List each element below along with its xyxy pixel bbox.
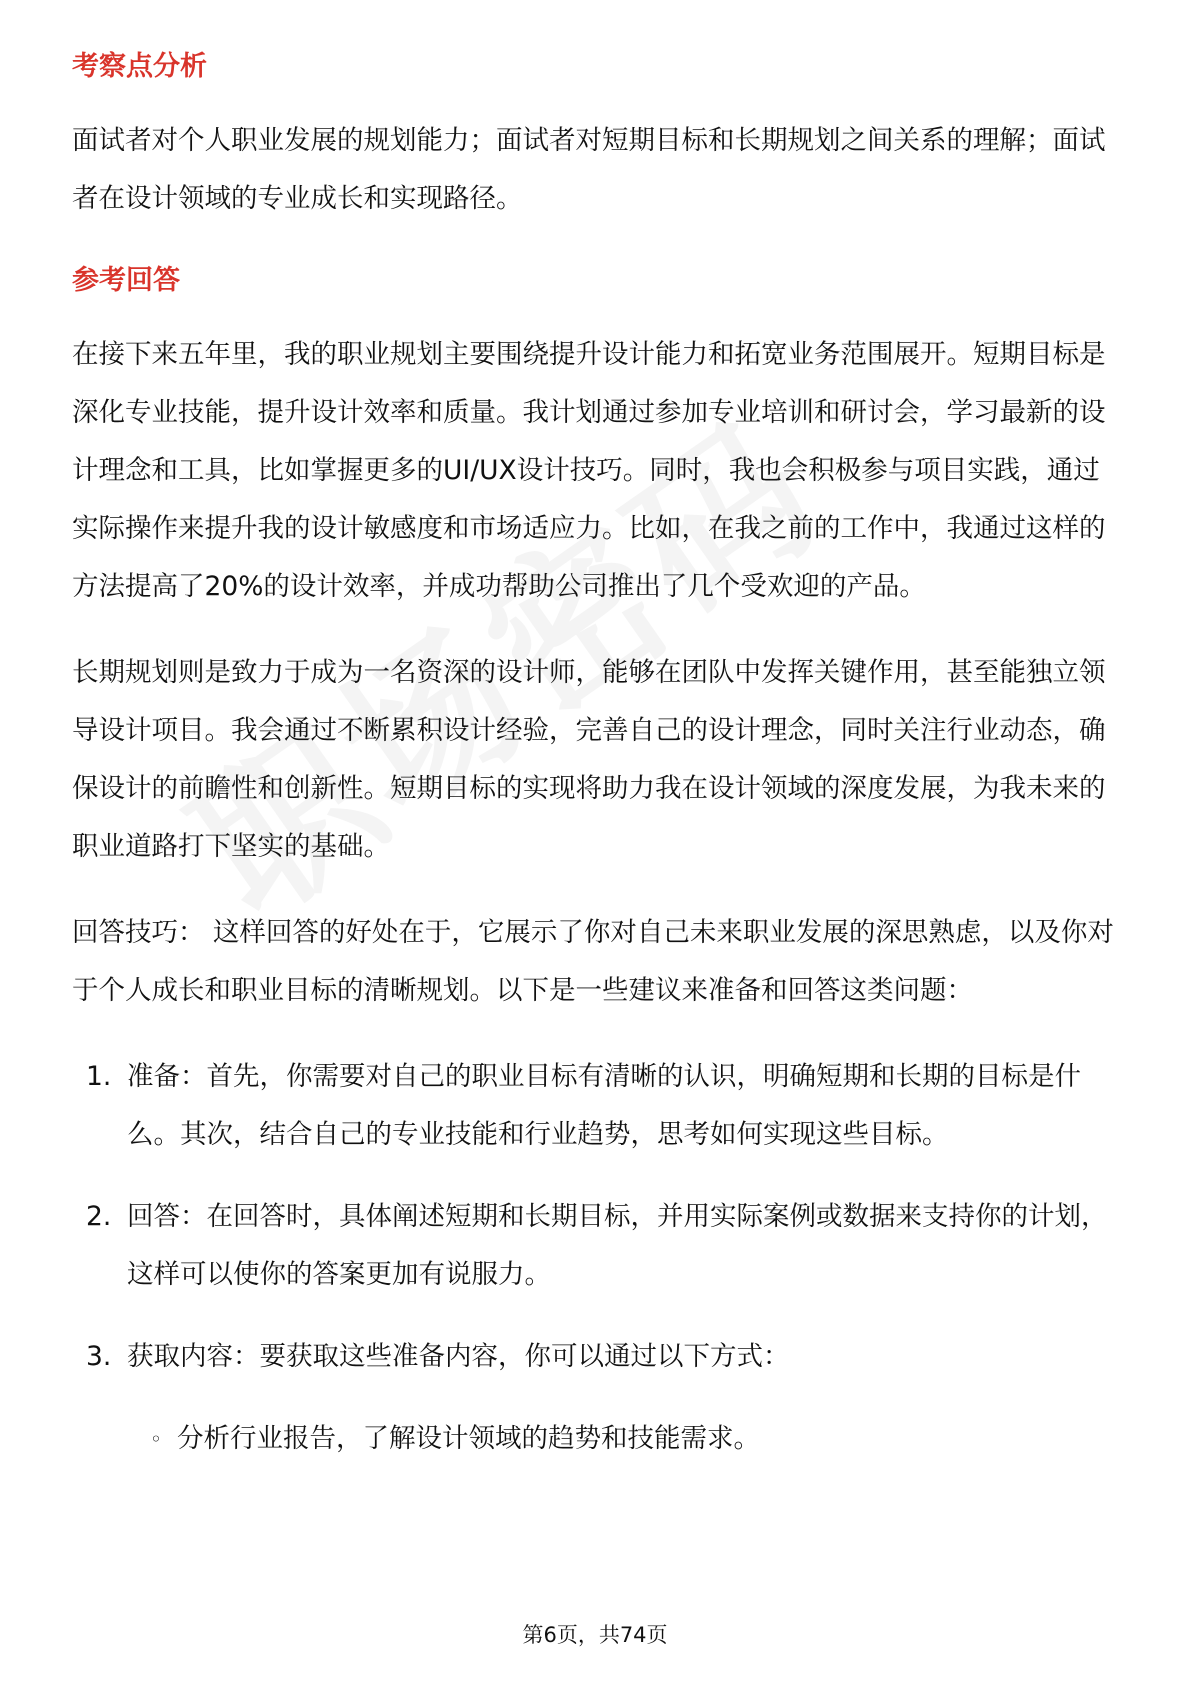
hollow-bullet-icon: ◦ (150, 1427, 162, 1451)
list-item-text: 准备：首先，你需要对自己的职业目标有清晰的认识，明确短期和长期的目标是什么。其次，结合自己的专业技能和行业趋势，思考如何实现这些目标。 (127, 1061, 1081, 1150)
list-number: 1. (86, 1061, 112, 1092)
page-content (72, 42, 1122, 1468)
page-number-footer: 第6页，共74页 (522, 1623, 668, 1647)
sub-list-item-text: 分析行业报告，了解设计领域的趋势和技能需求。 (177, 1423, 760, 1454)
list-item (72, 1048, 1122, 1164)
list-item (72, 1328, 1122, 1386)
analysis-heading: 考察点分析 (72, 51, 207, 82)
list-number: 2. (86, 1201, 112, 1232)
tips-list (72, 1048, 1122, 1386)
answer-heading: 参考回答 (72, 265, 180, 296)
sub-list-item (72, 1410, 1122, 1468)
analysis-paragraph: 面试者对个人职业发展的规划能力；面试者对短期目标和长期规划之间关系的理解；面试者在设计领域的专业成长和实现路径。 (72, 125, 1106, 214)
list-item-text: 获取内容：要获取这些准备内容，你可以通过以下方式： (127, 1341, 790, 1372)
tips-paragraph: 回答技巧： 这样回答的好处在于，它展示了你对自己未来职业发展的深思熟虑，以及你对于个人成长和职业目标的清晰规划。以下是一些建议来准备和回答这类问题： (72, 917, 1114, 1006)
answer-paragraph-1: 在接下来五年里，我的职业规划主要围绕提升设计能力和拓宽业务范围展开。短期目标是深化专业技能，提升设计效率和质量。我计划通过参加专业培训和研讨会，学习最新的设计理念和工具，比如掌握更多的UI/UX设计技巧。同时，我也会积极参与项目实践，通过实际操作来提升我的设计敏感度和市场适应力。比如，在我之前的工作中，我通过这样的方法提高了20%的设计效率，并成功帮助公司推出了几个受欢迎的产品。 (72, 339, 1106, 602)
answer-paragraph-2: 长期规划则是致力于成为一名资深的设计师，能够在团队中发挥关键作用，甚至能独立领导设计项目。我会通过不断累积设计经验，完善自己的设计理念，同时关注行业动态，确保设计的前瞻性和创新性。短期目标的实现将助力我在设计领域的深度发展，为我未来的职业道路打下坚实的基础。 (72, 657, 1106, 862)
list-item (72, 1188, 1122, 1304)
list-item-text: 回答：在回答时，具体阐述短期和长期目标，并用实际案例或数据来支持你的计划，这样可以使你的答案更加有说服力。 (127, 1201, 1108, 1290)
sub-list (72, 1410, 1122, 1468)
list-number: 3. (86, 1341, 112, 1372)
